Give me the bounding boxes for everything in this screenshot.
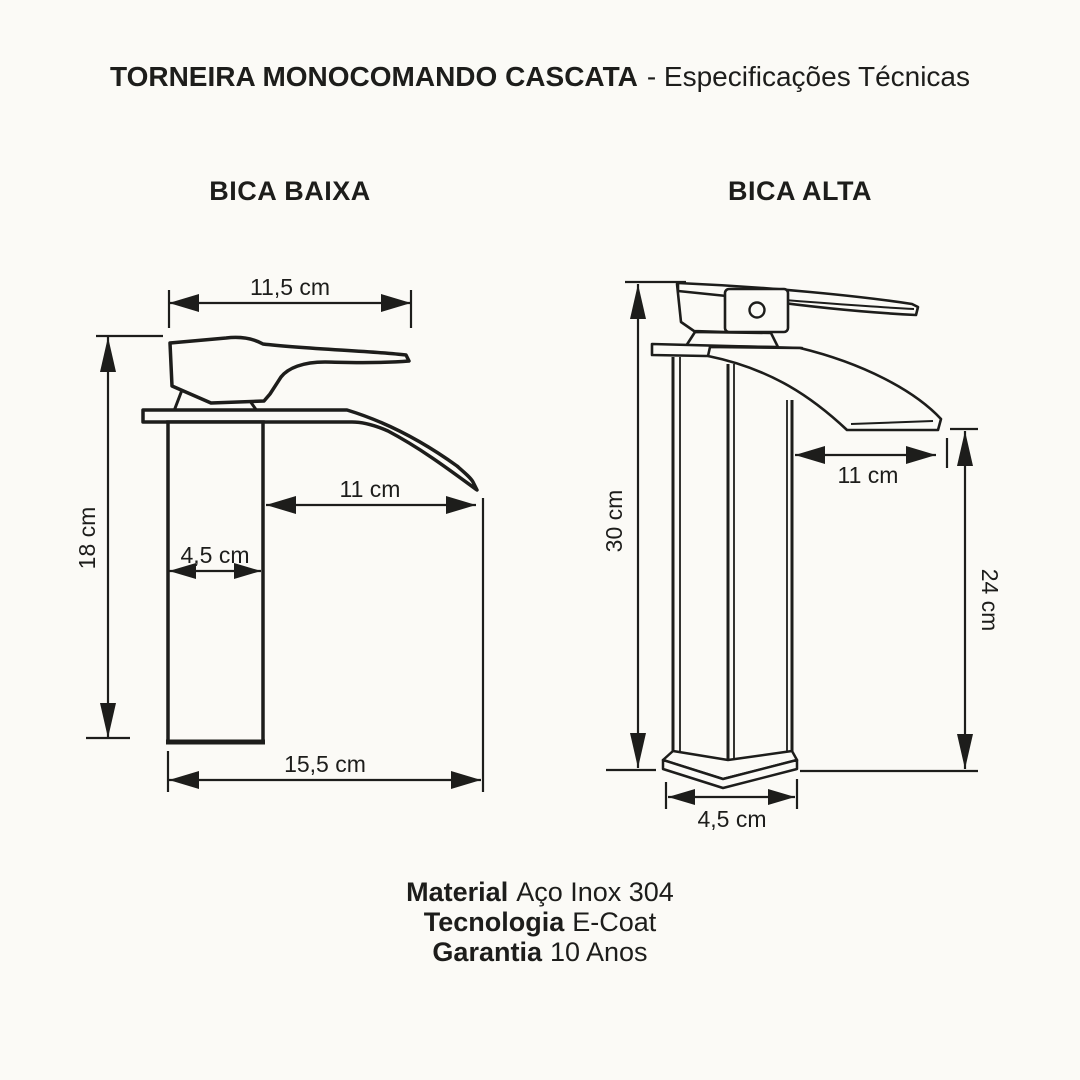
arrow-down-icon [630, 733, 646, 768]
arrow-left-icon [169, 294, 199, 312]
spec-technology [424, 907, 657, 937]
dim-height-label: 18 cm [74, 506, 100, 570]
dim-base-width [168, 751, 481, 792]
dim-spout-reach [266, 476, 483, 792]
spec-list [406, 877, 674, 967]
bica-alta-heading: BICA ALTA [728, 176, 872, 206]
arrow-right-icon [768, 789, 795, 805]
arrow-up-icon [100, 337, 116, 372]
spec-warranty-label: Garantia [432, 937, 542, 967]
arrow-left-icon [169, 771, 199, 789]
dim-top-width-label: 11,5 cm [249, 274, 331, 300]
faucet-handle [170, 337, 409, 403]
arrow-left-icon [668, 789, 695, 805]
page-title-regular: - Especificações Técnicas [646, 61, 971, 92]
arrow-right-icon [451, 771, 481, 789]
faucet-body-column [168, 422, 263, 742]
page-title [110, 61, 970, 92]
bica-baixa-faucet-drawing [143, 337, 477, 742]
faucet-spout [708, 347, 941, 430]
arrow-left-icon [266, 496, 296, 514]
dim-body-width-label: 4,5 cm [180, 542, 250, 568]
arrow-up-icon [630, 284, 646, 319]
arrow-down-icon [957, 734, 973, 769]
dim-spout-reach [795, 438, 947, 488]
dim-body-width-label: 4,5 cm [697, 806, 767, 832]
dim-height-label: 30 cm [601, 489, 627, 553]
page-title-bold: TORNEIRA MONOCOMANDO CASCATA [109, 61, 638, 92]
arrow-right-icon [446, 496, 476, 514]
dim-spout-reach-label: 11 cm [339, 476, 401, 502]
spec-warranty-value: 10 Anos [549, 937, 648, 967]
dim-spout-height [800, 429, 1003, 771]
arrow-down-icon [100, 703, 116, 738]
bica-baixa-heading: BICA BAIXA [209, 176, 371, 206]
arrow-right-icon [906, 446, 936, 464]
spec-material-value: Aço Inox 304 [516, 877, 674, 907]
arrow-left-icon [795, 446, 825, 464]
dim-height [74, 336, 163, 738]
bica-alta-faucet-drawing [652, 283, 941, 788]
bica-baixa-diagram [74, 176, 483, 792]
faucet-screw-hole [750, 303, 765, 318]
spec-material-label: Material [406, 877, 509, 907]
arrow-right-icon [381, 294, 411, 312]
bica-alta-diagram [601, 176, 1003, 832]
spec-technology-label: Tecnologia [423, 907, 565, 937]
spec-material [406, 877, 674, 907]
spec-technology-value: E-Coat [572, 907, 657, 937]
dim-spout-reach-label: 11 cm [837, 462, 899, 488]
dim-top-width [169, 274, 411, 328]
dim-spout-height-label: 24 cm [977, 568, 1003, 632]
arrow-up-icon [957, 431, 973, 466]
spec-warranty [432, 937, 647, 967]
dim-base-width-label: 15,5 cm [284, 751, 366, 777]
